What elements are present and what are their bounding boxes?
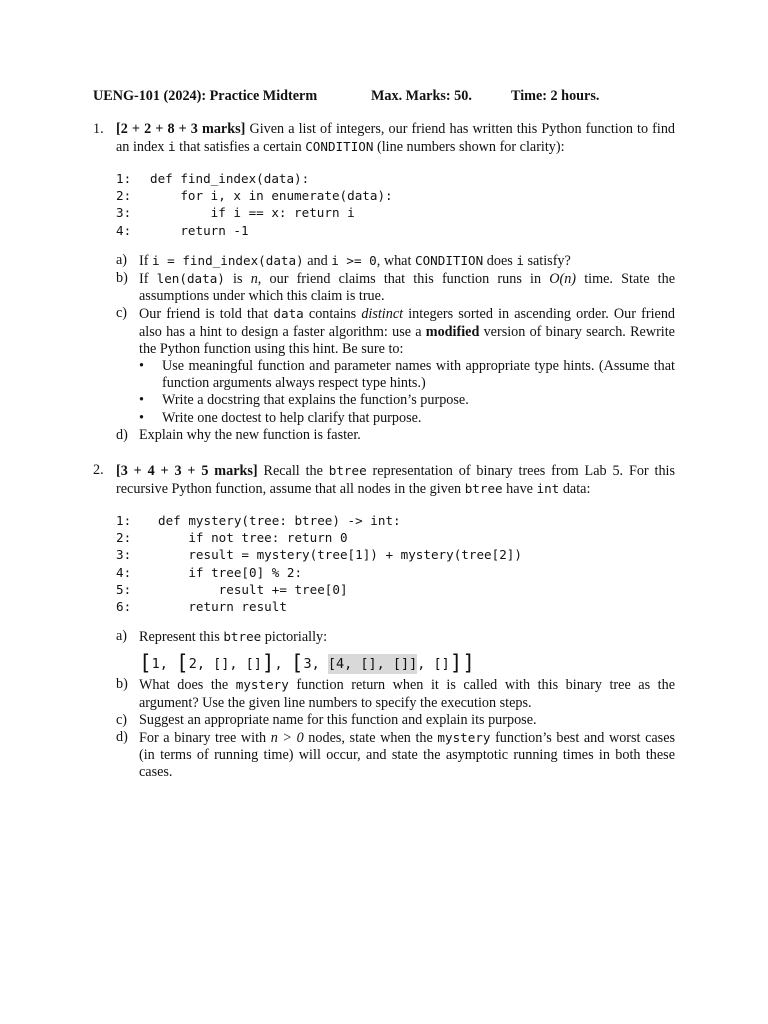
code-text: if i == x: return i (150, 205, 355, 221)
part-b (116, 676, 675, 711)
part-text: For a binary tree with (139, 729, 271, 746)
intro-text: have (502, 480, 537, 497)
part-d (116, 427, 675, 444)
code-line (116, 512, 675, 529)
line-number: 4: (116, 222, 132, 238)
inline-code: len(data) (156, 270, 225, 286)
part-text: function’s best and worst cases (in terms of running time) will occur, and state the asymptotic running times in both these cases. (139, 729, 676, 781)
part-text: contains (303, 306, 362, 323)
emphasis-text: distinct (361, 306, 404, 323)
question-parts (116, 252, 675, 444)
part-text: , our friend claims that this function runs in (257, 270, 550, 287)
part-label: a) (116, 251, 128, 268)
part-text: time. State the assumptions under which this claim is true. (139, 270, 675, 305)
part-text: Represent this (139, 629, 224, 646)
btree-literal (139, 650, 675, 676)
requirements-list (116, 358, 675, 427)
code-text: def mystery(tree: btree) -> int: (158, 512, 401, 528)
intro-text: data: (559, 480, 591, 497)
inline-code: CONDITION (414, 252, 484, 268)
tree-text: , (274, 656, 291, 673)
bracket: [ (139, 651, 152, 676)
inline-code: i (516, 252, 524, 268)
part-label: b) (116, 269, 128, 286)
line-number: 5: (116, 581, 132, 597)
part-label: d) (116, 426, 128, 443)
inline-code: int (536, 480, 560, 496)
code-text: result = mystery(tree[1]) + mystery(tree[2]) (158, 547, 522, 563)
code-line (116, 546, 675, 563)
part-text: Suggest an appropriate name for this function and explain its purpose. (139, 711, 537, 728)
code-text: return -1 (150, 222, 249, 238)
question-intro (116, 121, 675, 156)
question-number: 1. (93, 121, 104, 137)
part-text: version of binary search. Rewrite the Python function using this hint. Be sure to: (139, 323, 675, 357)
part-label: b) (116, 676, 128, 693)
part-text: Explain why the new function is faster. (139, 426, 361, 443)
part-text: If (139, 270, 157, 287)
part-text: nodes, state when the (303, 729, 438, 746)
code-line (116, 222, 675, 239)
part-b (116, 270, 675, 305)
bracket: [ (176, 651, 189, 676)
code-listing-find-index (116, 170, 675, 239)
part-text: satisfy? (523, 252, 571, 269)
code-text: if tree[0] % 2: (158, 564, 303, 580)
intro-text: (line numbers shown for clarity): (373, 139, 565, 155)
part-text: What does the (139, 677, 236, 694)
line-number: 4: (116, 564, 132, 580)
intro-text: Given a list of integers, our friend has written this Python function to find an index (116, 121, 676, 155)
tree-text: 3, (303, 656, 328, 673)
intro-text: that satisfies a certain (175, 139, 306, 155)
bracket: ] (462, 651, 476, 676)
tree-text: 1, (151, 656, 177, 673)
question-1 (93, 121, 675, 444)
intro-text: Recall the (257, 462, 329, 479)
part-label: c) (116, 711, 128, 728)
part-label: d) (116, 728, 128, 745)
part-text: Our friend is told that (139, 306, 274, 323)
math-expression: n > 0 (270, 729, 304, 746)
code-line (116, 598, 675, 615)
list-item: • Use meaningful function and parameter names with appropriate type hints. (Assume that function arguments always respect type hints.) (116, 358, 675, 392)
part-label: a) (116, 628, 128, 645)
inline-code: i = find_index(data) (152, 252, 304, 268)
part-text: and (303, 252, 332, 269)
list-item: • Write one doctest to help clarify that purpose. (116, 410, 675, 427)
code-line (116, 564, 675, 581)
bracket: ] (449, 651, 463, 676)
bold-text: modified (425, 323, 480, 340)
math-expression: O(n) (549, 270, 577, 287)
question-2 (93, 462, 675, 782)
part-a (116, 252, 675, 270)
inline-code: btree (223, 629, 262, 645)
part-a (116, 628, 675, 676)
inline-code: mystery (437, 729, 491, 745)
part-text: function return when it is called with this binary tree as the argument? Use the given line numbers to specify the execution steps. (139, 677, 676, 711)
code-line (116, 581, 675, 598)
code-line (116, 187, 675, 204)
marks-breakdown: [2 + 2 + 8 + 3 marks] (116, 121, 246, 137)
tree-text: , [] (417, 656, 450, 673)
inline-code: mystery (235, 677, 289, 693)
part-c (116, 712, 675, 729)
code-listing-mystery (116, 512, 675, 615)
question-parts (116, 628, 675, 781)
max-marks: Max. Marks: 50. (371, 88, 472, 104)
part-text: If (139, 252, 152, 269)
exam-title: UENG-101 (2024): Practice Midterm (93, 88, 318, 104)
code-text: result += tree[0] (158, 581, 348, 597)
inline-code: data (273, 306, 304, 322)
part-c (116, 305, 675, 358)
code-text: for i, x in enumerate(data): (150, 188, 393, 204)
line-number: 1: (116, 171, 132, 186)
math-symbol: n (250, 270, 258, 287)
part-text: is (224, 270, 251, 287)
marks-breakdown: [3 + 4 + 3 + 5 marks] (116, 462, 258, 479)
part-label: c) (116, 305, 128, 322)
question-intro (116, 462, 675, 498)
line-number: 3: (116, 547, 132, 563)
exam-header (93, 88, 675, 106)
code-text: def find_index(data): (150, 171, 310, 186)
part-text: integers sorted in ascending order. Our friend also has a hint to design a faster algorithm: use a (139, 306, 676, 340)
code-line (116, 170, 675, 187)
question-number: 2. (93, 461, 104, 478)
line-number: 2: (116, 530, 132, 546)
exam-page (93, 88, 675, 782)
tree-text: 2, [], [] (188, 656, 262, 673)
inline-code: btree (328, 462, 367, 478)
intro-text: representation of binary trees from Lab 5. For this recursive Python function, assume that all nodes in the given (116, 462, 676, 497)
inline-code: btree (464, 480, 503, 496)
code-text: return result (158, 598, 287, 614)
time-limit: Time: 2 hours. (511, 88, 600, 104)
inline-code: i >= 0 (331, 252, 377, 268)
part-d (116, 729, 675, 782)
bracket: [ (290, 651, 304, 676)
line-number: 1: (116, 512, 132, 528)
bracket: ] (261, 651, 275, 676)
part-text: does (483, 252, 517, 269)
code-text: if not tree: return 0 (158, 530, 348, 546)
list-item: • Write a docstring that explains the function’s purpose. (116, 392, 675, 409)
inline-code: i (168, 139, 176, 154)
code-line (116, 204, 675, 221)
line-number: 3: (116, 205, 132, 221)
line-number: 6: (116, 598, 132, 614)
part-text: , what (376, 252, 415, 269)
code-line (116, 529, 675, 546)
inline-code: CONDITION (305, 139, 374, 154)
part-text: pictorially: (261, 629, 328, 646)
line-number: 2: (116, 188, 132, 204)
highlighted-subtree: [4, [], []] (327, 656, 418, 673)
